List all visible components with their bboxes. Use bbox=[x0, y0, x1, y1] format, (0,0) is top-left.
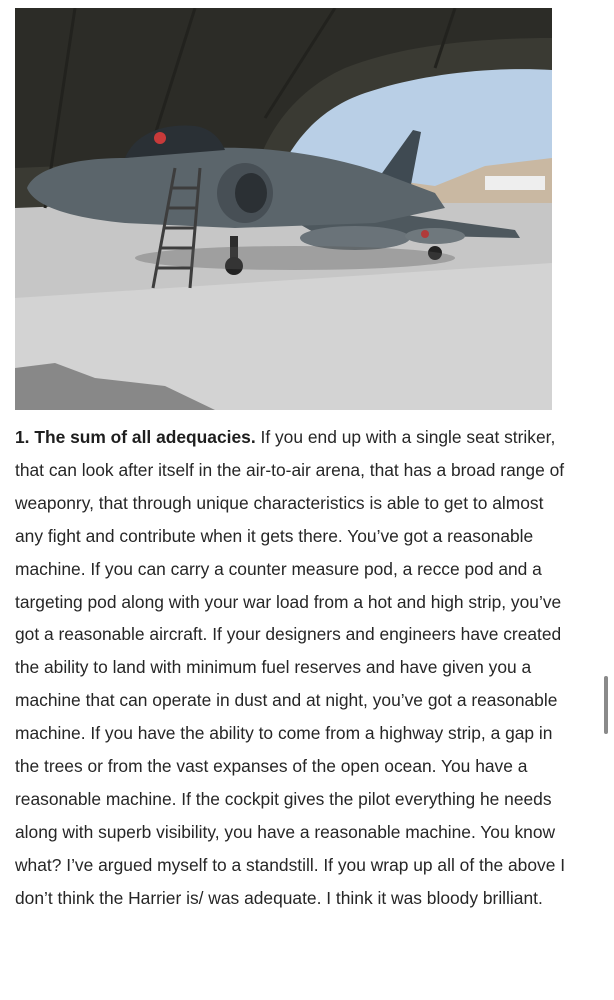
article-paragraph bbox=[15, 421, 575, 915]
distant-building bbox=[485, 176, 545, 190]
article-body: If you end up with a single seat striker, that can look after itself in the air-to-air arena, that has a broad range of weaponry, that through unique characteristics is able to get to almost any fight and contribute when it gets there. You’ve got a reasonable machine. If you can carry a counter measure pod, a recce pod and a targeting pod along with your war load from a hot and high strip, you’ve got a reasonable aircraft. If your designers and engineers have created the ability to land with minimum fuel reserves and have given you a machine that can operate in dust and at night, you’ve got a reasonable machine. If you have the ability to come from a highway strip, a gap in the trees or from the vast expanses of the open ocean. You have a reasonable machine. If the cockpit gives the pilot everything he needs along with superb visibility, you have a reasonable machine. You know what? I’ve argued myself to a standstill. If you wrap up all of the above I don’t think the Harrier is/ was adequate. I think it was bloody brilliant. bbox=[15, 427, 566, 908]
harrier-illustration bbox=[15, 8, 552, 410]
article-heading: 1. The sum of all adequacies. bbox=[15, 427, 256, 447]
intake-opening bbox=[235, 173, 267, 213]
ejection-seat-marker bbox=[154, 132, 166, 144]
aircraft-shadow bbox=[135, 246, 455, 270]
weapon-pod bbox=[405, 228, 465, 244]
pod-marker bbox=[421, 230, 429, 238]
scrollbar-thumb[interactable] bbox=[604, 676, 608, 734]
harrier-photo bbox=[15, 8, 552, 410]
